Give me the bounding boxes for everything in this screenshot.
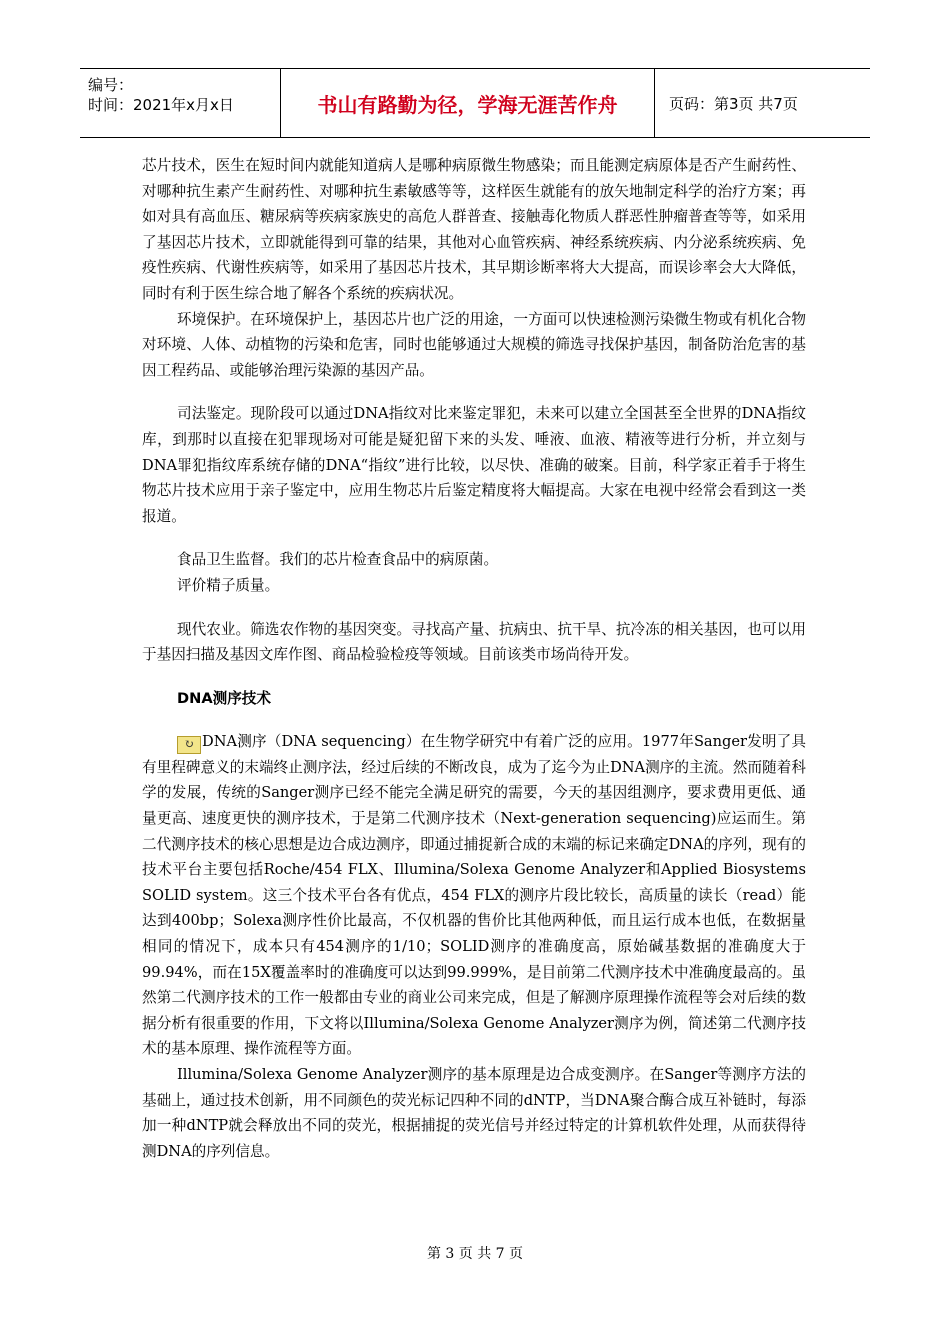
- number-label: 编号：: [88, 76, 134, 94]
- paragraph-with-icon: [142, 729, 806, 1062]
- header-meta: [80, 69, 280, 137]
- paragraph: 评价精子质量。: [177, 576, 280, 594]
- paragraph: 司法鉴定。现阶段可以通过DNA指纹对比来鉴定罪犯，未来可以建立全国甚至全世界的DNA指纹库，到那时以直接在犯罪现场对可能是疑犯留下来的头发、唾液、血液、精液等进行分析，并立刻与DNA罪犯指纹库系统存储的DNA“指纹”进行比较，以尽快、准确的破案。目前，科学家正着手于将生物芯片技术应用于亲子鉴定中，应用生物芯片后鉴定精度将大幅提高。大家在电视中经常会看到这一类报道。: [142, 405, 806, 525]
- time-label: 时间：2021年x月x日: [88, 96, 234, 114]
- page-header: [80, 68, 870, 138]
- section-heading: DNA测序技术: [177, 689, 271, 707]
- header-motto: 书山有路勤为径，学海无涯苦作舟: [280, 69, 655, 137]
- document-body: [142, 153, 806, 1164]
- paragraph-text: DNA测序（DNA sequencing）在生物学研究中有着广泛的应用。1977年Sanger发明了具有里程碑意义的末端终止测序法，经过后续的不断改良，成为了迄今为止DNA测序的主流。然而随着科学的发展，传统的Sanger测序已经不能完全满足研究的需要，今天的基因组测序，要求费用更低、通量更高、速度更快的测序技术，于是第二代测序技术（Next-generation sequencing)应运而生。第二代测序技术的核心思想是边合成边测序，即通过捕捉新合成的末端的标记来确定DNA的序列，现有的技术平台主要包括Roche/454 FLX、Illumina/Solexa Genome Analyzer和Applied Biosystems SOLID system。这三个技术平台各有优点，454 FLX的测序片段比较长，高质量的读长（read）能达到400bp；Solexa测序性价比最高，不仅机器的售价比其他两种低，而且运行成本也低，在数据量相同的情况下，成本只有454测序的1/10；SOLID测序的准确度高，原始碱基数据的准确度大于99.94%，而在15X覆盖率时的准确度可以达到99.999%，是目前第二代测序技术中准确度最高的。虽然第二代测序技术的工作一般都由专业的商业公司来完成，但是了解测序原理操作流程等会对后续的数据分析有很重要的作用，下文将以Illumina/Solexa Genome Analyzer测序为例，简述第二代测序技术的基本原理、操作流程等方面。: [142, 733, 806, 1058]
- paragraph: 现代农业。筛选农作物的基因突变。寻找高产量、抗病虫、抗干旱、抗冷冻的相关基因，也可以用于基因扫描及基因文库作图、商品检验检疫等领域。目前该类市场尚待开发。: [142, 620, 806, 664]
- header-page-info: 页码：第3页 共7页: [669, 94, 798, 113]
- paragraph: Illumina/Solexa Genome Analyzer测序的基本原理是边合成变测序。在Sanger等测序方法的基础上，通过技术创新，用不同颜色的荧光标记四种不同的dNTP，当DNA聚合酶合成互补链时，每添加一种dNTP就会释放出不同的荧光，根据捕捉的荧光信号并经过特定的计算机软件处理，从而获得待测DNA的序列信息。: [142, 1066, 806, 1160]
- paragraph: 环境保护。在环境保护上，基因芯片也广泛的用途，一方面可以快速检测污染微生物或有机化合物对环境、人体、动植物的污染和危害，同时也能够通过大规模的筛选寻找保护基因，制备防治危害的基因工程药品、或能够治理污染源的基因产品。: [142, 310, 806, 379]
- paragraph: 芯片技术，医生在短时间内就能知道病人是哪种病原微生物感染；而且能测定病原体是否产生耐药性、对哪种抗生素产生耐药性、对哪种抗生素敏感等等，这样医生就能有的放矢地制定科学的治疗方案；再如对具有高血压、糖尿病等疾病家族史的高危人群普查、接触毒化物质人群恶性肿瘤普查等等，如采用了基因芯片技术，立即就能得到可靠的结果，其他对心血管疾病、神经系统疾病、内分泌系统疾病、免疫性疾病、代谢性疾病等，如采用了基因芯片技术，其早期诊断率将大大提高，而误诊率会大大降低，同时有利于医生综合地了解各个系统的疾病状况。: [142, 157, 806, 302]
- page-footer: 第 3 页 共 7 页: [426, 1246, 524, 1262]
- paragraph: 食品卫生监督。我们的芯片检查食品中的病原菌。: [177, 551, 499, 569]
- refresh-icon: ↻: [177, 736, 201, 754]
